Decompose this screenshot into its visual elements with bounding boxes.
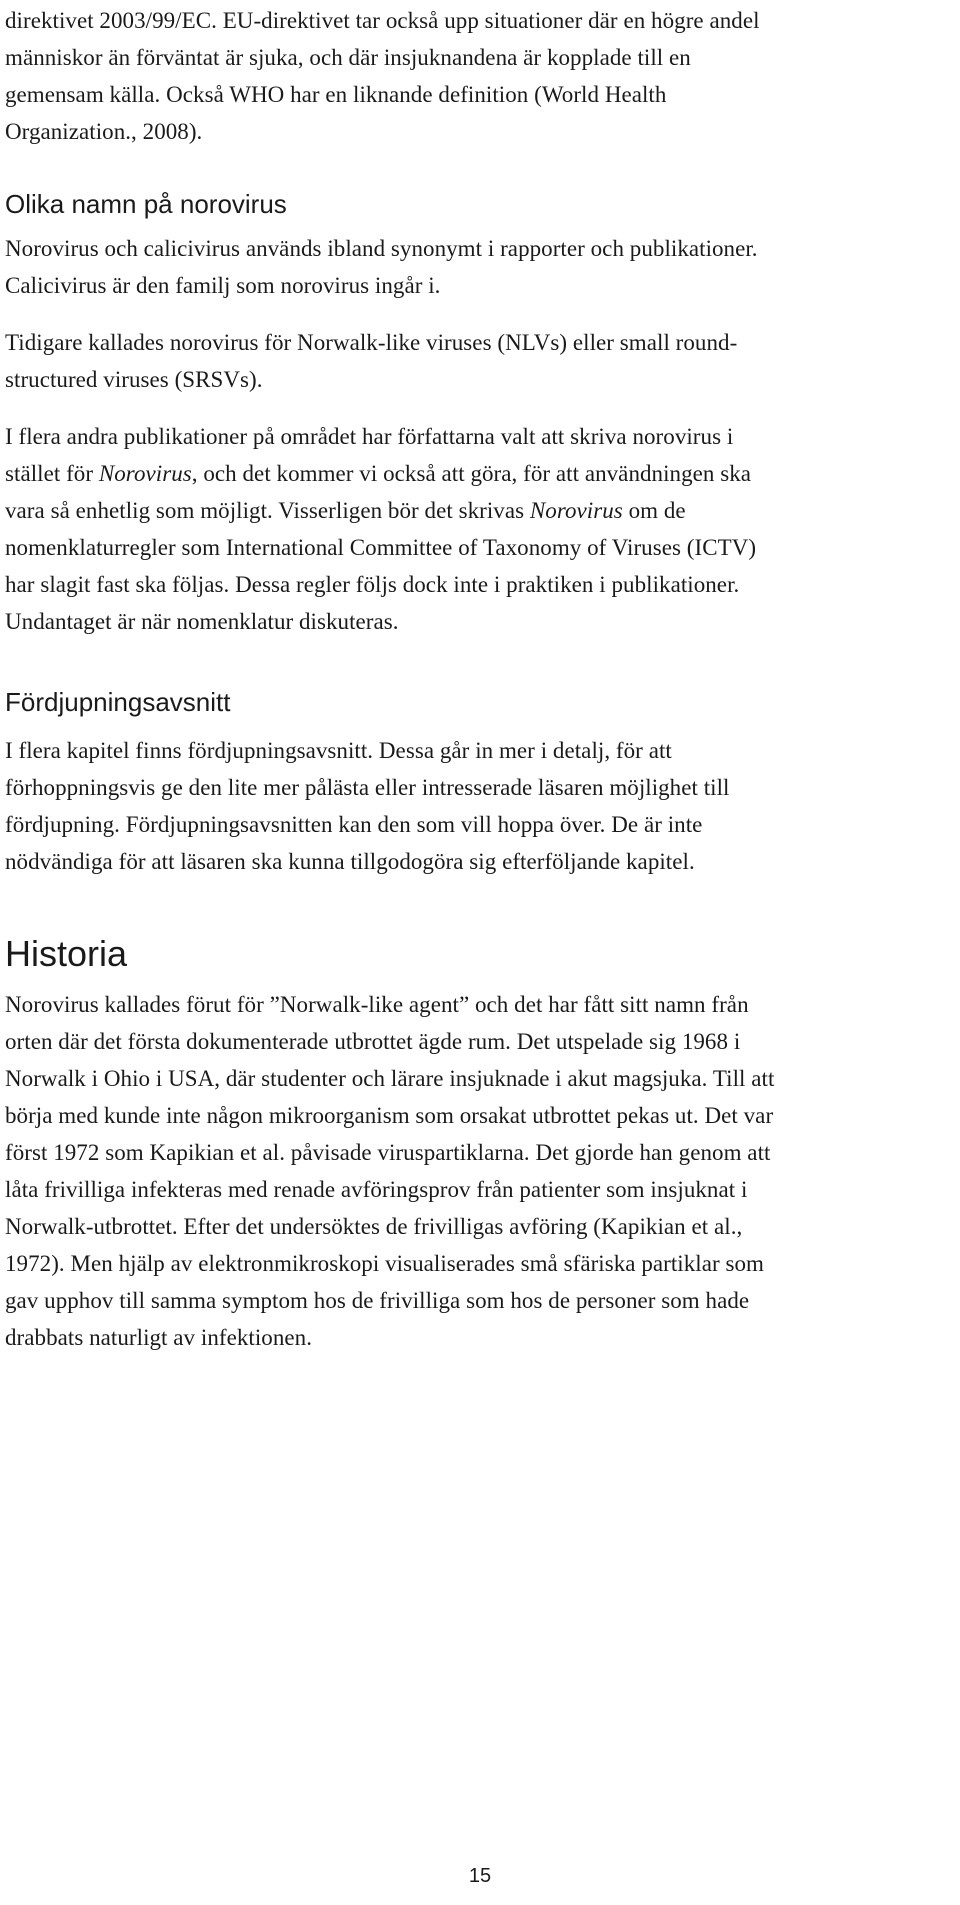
heading-olika-namn: Olika namn på norovirus [5,189,287,219]
paragraph-former-names [5,324,955,398]
text-line: gav upphov till samma symptom hos de frivilliga som hos de personer som hade [5,1288,750,1313]
page-content [5,2,955,1356]
text-line: fördjupning. Fördjupningsavsnitten kan den som vill hoppa över. De är inte [5,812,703,837]
text-line: förhoppningsvis ge den lite mer pålästa eller intresserade läsaren möjlighet till [5,775,730,800]
text-line: nödvändiga för att läsaren ska kunna tillgodogöra sig efterföljande kapitel. [5,849,695,874]
text-segment: vara så enhetlig som möjligt. Visserligen bör det skrivas [5,498,530,523]
text-line: Norwalk i Ohio i USA, där studenter och lärare insjuknade i akut magsjuka. Till att [5,1066,775,1091]
text-line: Calicivirus är den familj som norovirus ingår i. [5,273,441,298]
text-line: Undantaget är när nomenklatur diskuteras. [5,609,399,634]
text-line: börja med kunde inte någon mikroorganism som orsakat utbrottet pekas ut. Det var [5,1103,774,1128]
text-line: Norwalk-utbrottet. Efter det undersöktes de frivilligas avföring (Kapikian et al., [5,1214,743,1239]
page-number: 15 [468,1865,492,1887]
text-segment: , och det kommer vi också att göra, för att användningen ska [191,461,752,486]
paragraph-nomenclature [5,418,955,640]
paragraph-synonyms [5,230,955,304]
text-line: nomenklaturregler som International Committee of Taxonomy of Viruses (ICTV) [5,535,757,560]
text-line: gemensam källa. Också WHO har en liknande definition (World Health [5,82,667,107]
paragraph-history [5,986,955,1356]
text-line: I flera kapitel finns fördjupningsavsnitt. Dessa går in mer i detalj, för att [5,738,672,763]
text-line: låta frivilliga infekteras med renade avföringsprov från patienter som insjuknat i [5,1177,748,1202]
text-line: Norovirus kallades förut för ”Norwalk-like agent” och det har fått sitt namn från [5,992,749,1017]
text-line: orten där det första dokumenterade utbrottet ägde rum. Det utspelade sig 1968 i [5,1029,741,1054]
heading-fordjupningsavsnitt: Fördjupningsavsnitt [5,687,231,717]
text-segment: stället för [5,461,99,486]
text-line: först 1972 som Kapikian et al. påvisade viruspartiklarna. Det gjorde han genom att [5,1140,771,1165]
intro-paragraph [5,2,955,150]
italic-norovirus: Norovirus [98,461,192,486]
text-line: 1972). Men hjälp av elektronmikroskopi visualiserades små sfäriska partiklar som [5,1251,764,1276]
text-segment: om de [622,498,686,523]
text-line: direktivet 2003/99/EC. EU-direktivet tar också upp situationer där en högre andel [5,8,760,33]
text-line: Tidigare kallades norovirus för Norwalk-like viruses (NLVs) eller small round- [5,330,738,355]
paragraph-deep-dive [5,732,955,880]
heading-historia: Historia [5,933,128,974]
text-line: I flera andra publikationer på området har författarna valt att skriva norovirus i [5,424,734,449]
text-line: drabbats naturligt av infektionen. [5,1325,312,1350]
text-line: har slagit fast ska följas. Dessa regler följs dock inte i praktiken i publikationer. [5,572,740,597]
italic-norovirus: Norovirus [529,498,623,523]
text-line: människor än förväntat är sjuka, och där insjuknandena är kopplade till en [5,45,691,70]
text-line: Norovirus och calicivirus används ibland synonymt i rapporter och publikationer. [5,236,758,261]
text-line: Organization., 2008). [5,119,203,144]
text-line: structured viruses (SRSVs). [5,367,263,392]
